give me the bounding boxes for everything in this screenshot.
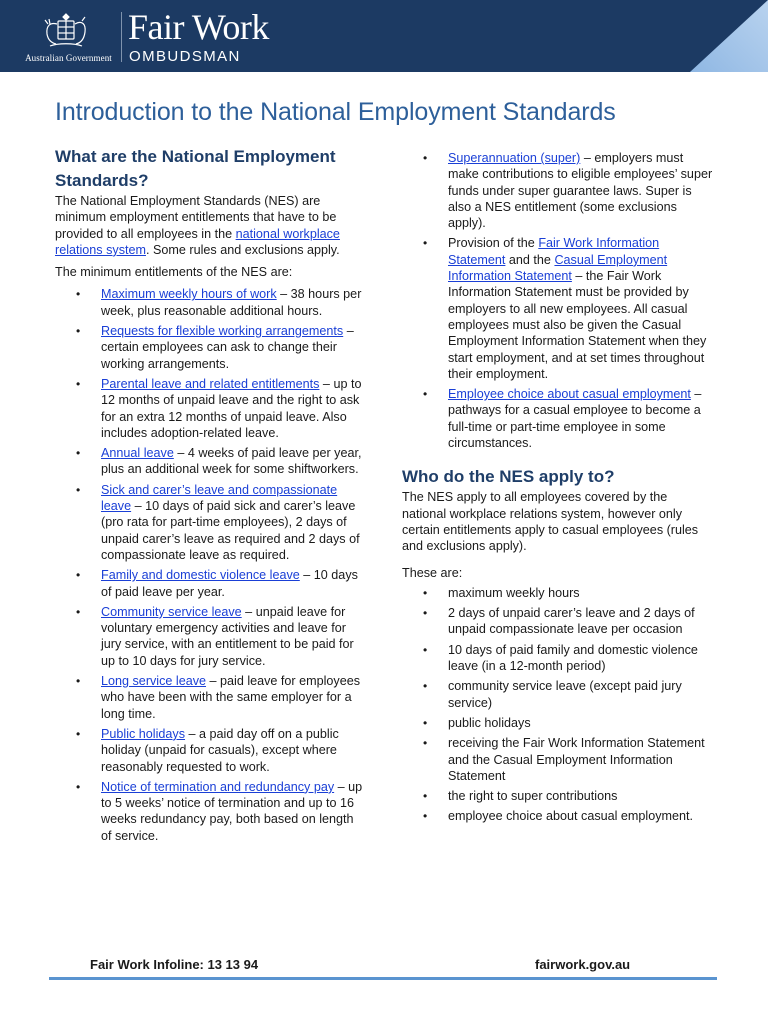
bullet-icon: • [423,789,428,804]
bullet-icon: • [423,387,428,402]
list-item [402,808,714,824]
bullet-icon: • [423,715,428,730]
coat-of-arms-icon [38,10,94,50]
bullet-icon: • [423,809,428,824]
link-fair-work-information-statement[interactable]: Fair Work Information Statement [448,236,660,267]
bullet-icon: • [423,606,428,621]
item-text: 2 days of unpaid carer’s leave and 2 days of unpaid compassionate leave per occasion [448,606,695,637]
brand-title: Fair Work [128,7,269,47]
intro-text: The National Employment Standards (NES) are minimum employment entitlements that have to be provided to all employees in the [55,194,337,241]
link-long-service-leave[interactable]: Long service leave [101,674,207,689]
nes-entitlements-list [55,286,367,844]
casual-entitlements-list [402,585,714,825]
link-flexible-working[interactable]: Requests for flexible working arrangements [101,324,344,339]
item-text: – the Fair Work Information Statement must be provided by employers to all new employees. All casual employees must also be given the Casual Employment Information Statement when they start employment, and at set times throughout their employment. [448,269,707,381]
item-text: – paid leave for employees who have been with the same employer for a long time. [101,674,361,721]
list-item [402,235,714,382]
left-column [55,145,367,848]
link-public-holidays[interactable]: Public holidays [101,726,186,741]
bullet-icon: • [76,287,81,302]
nes-entitlements-list-continued [402,150,714,451]
item-text: and the [505,252,555,267]
bullet-icon: • [423,151,428,165]
list-item [402,386,714,451]
page-title: Introduction to the National Employment Standards [55,98,616,126]
link-maximum-weekly-hours[interactable]: Maximum weekly hours of work [101,287,277,302]
link-sick-carers-leave[interactable]: Sick and carer’s leave and compassionate leave [101,482,338,514]
bullet-icon: • [76,674,81,689]
right-column [402,150,714,829]
section-heading-who: Who do the NES apply to? [402,467,615,487]
bullet-icon: • [423,736,428,751]
link-family-domestic-violence-leave[interactable]: Family and domestic violence leave [101,568,300,583]
list-item [55,482,367,563]
intro-paragraph [55,193,367,258]
link-national-workplace-relations-system[interactable]: national workplace relations system [55,226,340,257]
list-item [402,678,714,711]
item-text: 10 days of paid family and domestic violence leave (in a 12-month period) [448,642,698,674]
bullet-icon: • [76,779,81,794]
link-superannuation[interactable]: Superannuation (super) [448,151,581,165]
list-item [402,715,714,731]
list-item [402,735,714,784]
bullet-icon: • [423,585,428,600]
item-text: – employers must make contributions to eligible employees’ super funds under super guarantee laws. Super is also a NES entitlement (some exclusions apply). [448,151,713,231]
item-text: – 38 hours per week, plus reasonable additional hours. [101,287,362,318]
bullet-icon: • [76,726,81,741]
item-text: – unpaid leave for voluntary emergency activities and leave for jury service, with an entitlement to be paid for up to 10 days for jury service. [101,604,354,668]
bullet-icon: • [76,482,81,497]
link-annual-leave[interactable]: Annual leave [101,446,174,461]
list-item [402,642,714,675]
section-heading-what: What are the National Employment Standards? [55,147,336,190]
item-text: – certain employees can ask to change their working arrangements. [101,324,354,371]
link-notice-termination-redundancy[interactable]: Notice of termination and redundancy pay [101,779,335,794]
bullet-icon: • [76,376,81,391]
government-label: Australian Government [25,53,112,63]
bullet-icon: • [76,568,81,583]
bullet-icon: • [76,446,81,461]
list-item [55,445,367,478]
footer-infoline: Fair Work Infoline: 13 13 94 [90,957,259,972]
list-item [55,286,367,319]
list-item [55,673,367,722]
item-text: – a paid day off on a public holiday (unpaid for casuals), except where reasonably requested to work. [101,726,339,774]
list-item [402,788,714,804]
link-casual-employment-information-statement[interactable]: Casual Employment Information Statement [448,252,668,284]
link-parental-leave[interactable]: Parental leave and related entitlements [101,376,320,391]
list-item [55,779,367,844]
footer-website: fairwork.gov.au [535,957,631,972]
list-item [55,567,367,600]
list-item [55,604,367,669]
item-text: maximum weekly hours [448,585,580,600]
item-text: – up to 12 months of unpaid leave and the right to ask for an extra 12 months of unpaid leave. Also includes adoption-related leave. [101,376,362,440]
bullet-icon: • [423,642,428,657]
list-lead: The minimum entitlements of the NES are: [55,265,293,280]
list-item [402,150,714,231]
item-text: Provision of the [448,236,539,251]
these-are-lead: These are: [402,565,463,580]
brand-divider [121,12,122,62]
item-text: – up to 5 weeks’ notice of termination and up to 16 weeks redundancy pay, both based on length of service. [101,779,363,843]
who-paragraph: The NES apply to all employees covered by the national workplace relations system, however only certain entitlements apply to casual employees (rules and exclusions apply). [402,490,699,554]
link-community-service-leave[interactable]: Community service leave [101,604,242,619]
list-item [402,585,714,601]
intro-text-end: . Some rules and exclusions apply. [146,242,340,257]
link-employee-choice-casual[interactable]: Employee choice about casual employment [448,387,691,402]
item-text: – 10 days of paid leave per year. [101,568,358,599]
banner-accent-corner [690,0,768,72]
brand-subtitle: OMBUDSMAN [129,48,241,65]
bullet-icon: • [76,324,81,339]
bullet-icon: • [423,679,428,694]
list-item [402,605,714,638]
item-text: employee choice about casual employment. [448,809,694,824]
list-item [55,376,367,441]
item-text: public holidays [448,715,531,730]
item-text: community service leave (except paid jury service) [448,679,682,710]
item-text: – pathways for a casual employee to become a full-time or part-time employee in some circumstances. [448,387,702,451]
header-banner [0,0,768,72]
item-text: – 4 weeks of paid leave per year, plus an additional week for some shiftworkers. [101,446,362,477]
footer-divider [49,977,717,980]
bullet-icon: • [423,236,428,251]
item-text: – 10 days of paid sick and carer’s leave (pro rata for part-time employees), 2 days of unpaid carer’s leave as required and 2 days of compassionate leave as required. [101,499,360,562]
bullet-icon: • [76,604,81,619]
item-text: the right to super contributions [448,789,618,804]
list-item [55,726,367,775]
item-text: receiving the Fair Work Information Statement and the Casual Employment Information Statement [448,736,705,783]
list-item [55,323,367,372]
